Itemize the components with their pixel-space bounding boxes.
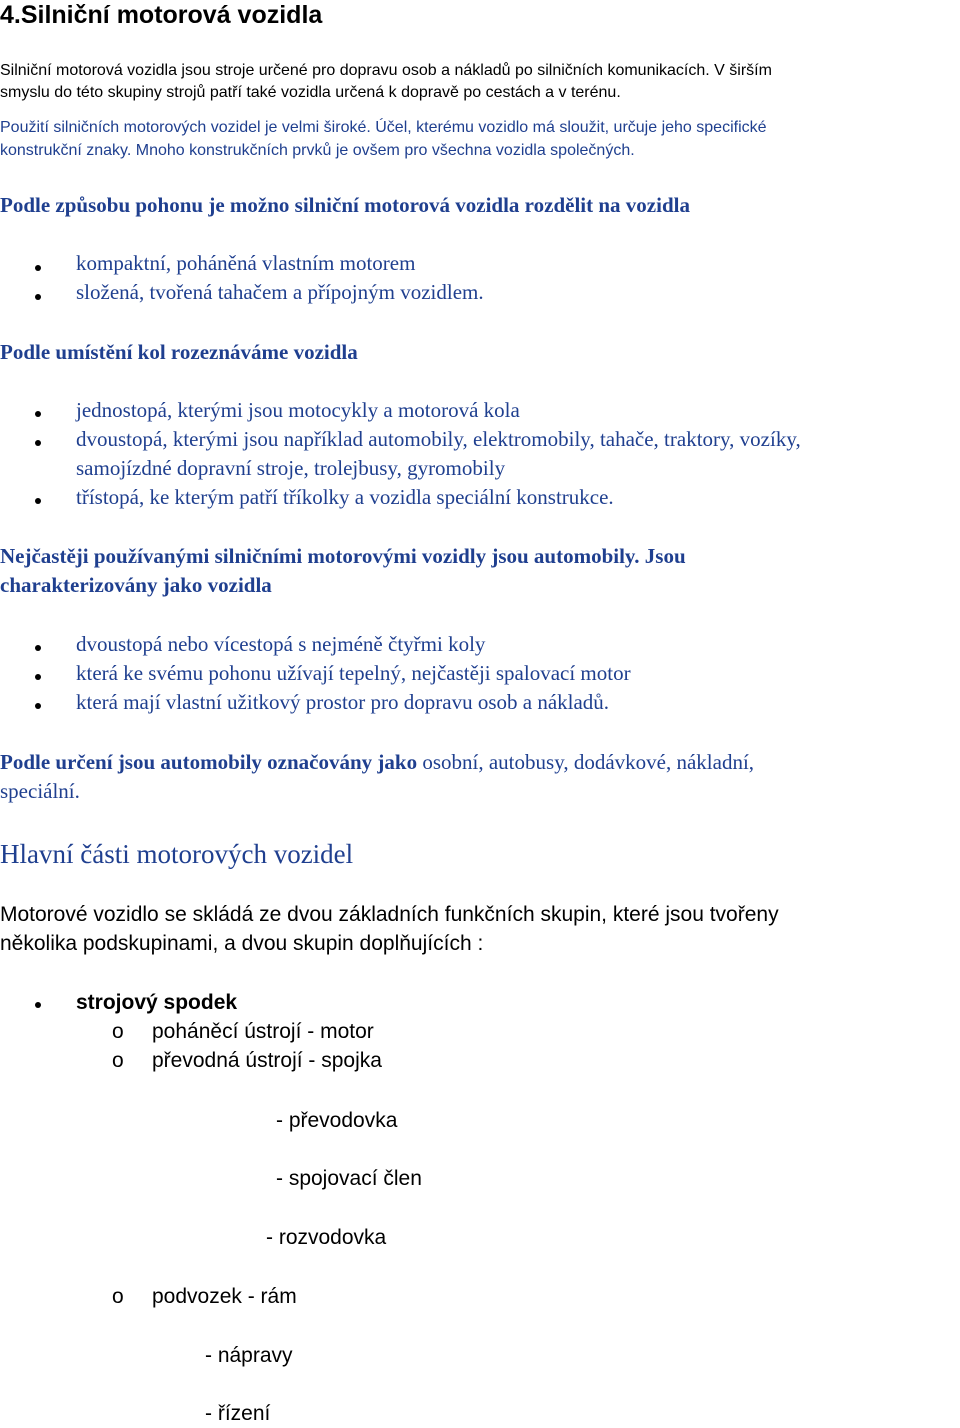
cars-item-1: dvoustopá nebo vícestopá s nejméně čtyřmi koly <box>76 632 486 656</box>
bullet-icon <box>35 411 41 417</box>
main-parts-line-1: Motorové vozidlo se skládá ze dvou základních funkčních skupin, které jsou tvořeny <box>0 903 779 926</box>
group-strojovy-spodek: strojový spodek <box>76 991 238 1014</box>
bullet-icon <box>35 674 41 680</box>
sub-item-spojka: převodná ústrojí - spojka <box>152 1049 382 1072</box>
purpose-line-1 <box>0 748 754 777</box>
bullet-icon <box>35 265 41 271</box>
wheels-item-3: třístopá, ke kterým patří tříkolky a vozidla speciální konstrukce. <box>76 485 614 509</box>
cars-heading-line-1: Nejčastěji používanými silničními motorovými vozidly jsou automobily. Jsou <box>0 544 686 568</box>
drive-item-2: složená, tvořená tahačem a přípojným vozidlem. <box>76 280 484 304</box>
intro-line-1: Silniční motorová vozidla jsou stroje určené pro dopravu osob a nákladů po silničních komunikacích. V širším <box>0 62 772 79</box>
wheels-heading: Podle umístění kol rozeznáváme vozidla <box>0 340 358 364</box>
intro-line-2: smyslu do této skupiny strojů patří také vozidla určená k dopravě po cestách a v terénu. <box>0 84 621 101</box>
drive-item-1: kompaktní, poháněná vlastním motorem <box>76 251 416 275</box>
main-parts-line-2: několika podskupinami, a dvou skupin doplňujících : <box>0 932 484 955</box>
circle-bullet-icon: o <box>112 1049 124 1072</box>
sub-item-podvozek: podvozek - rám <box>152 1285 297 1308</box>
sub-part-spojovaci-clen: - spojovací člen <box>276 1167 422 1190</box>
bullet-icon <box>35 498 41 504</box>
wheels-item-2: dvoustopá, kterými jsou například automobily, elektromobily, tahače, traktory, vozíky, <box>76 427 801 451</box>
page-title: 4.Silniční motorová vozidla <box>0 1 323 29</box>
cars-item-3: která mají vlastní užitkový prostor pro dopravu osob a nákladů. <box>76 690 610 714</box>
bullet-icon <box>35 1002 41 1008</box>
cars-item-2: která ke svému pohonu užívají tepelný, nejčastěji spalovací motor <box>76 661 631 685</box>
cars-heading-line-2: charakterizovány jako vozidla <box>0 573 272 597</box>
bullet-icon <box>35 645 41 651</box>
sub-part-prevodovka: - převodovka <box>276 1109 398 1132</box>
purpose-bold: Podle určení jsou automobily označovány jako <box>0 750 418 774</box>
circle-bullet-icon: o <box>112 1285 124 1308</box>
bullet-icon <box>35 440 41 446</box>
circle-bullet-icon: o <box>112 1020 124 1043</box>
sub-part-rizeni: - řízení <box>205 1402 271 1425</box>
bullet-icon <box>35 294 41 300</box>
sub-item-motor: poháněcí ústrojí - motor <box>152 1020 374 1043</box>
main-parts-heading: Hlavní části motorových vozidel <box>0 839 354 869</box>
sub-part-napravy: - nápravy <box>205 1344 293 1367</box>
usage-line-1: Použití silničních motorových vozidel je velmi široké. Účel, kterému vozidlo má sloužit, určuje jeho specifické <box>0 119 767 136</box>
purpose-normal: osobní, autobusy, dodávkové, nákladní, <box>417 750 755 774</box>
drive-heading: Podle způsobu pohonu je možno silniční motorová vozidla rozdělit na vozidla <box>0 193 690 217</box>
wheels-item-2-cont: samojízdné dopravní stroje, trolejbusy, gyromobily <box>76 456 506 480</box>
usage-line-2: konstrukční znaky. Mnoho konstrukčních prvků je ovšem pro všechna vozidla společných. <box>0 142 635 159</box>
bullet-icon <box>35 703 41 709</box>
sub-part-rozvodovka: - rozvodovka <box>266 1226 387 1249</box>
purpose-line-2: speciální. <box>0 779 80 803</box>
wheels-item-1: jednostopá, kterými jsou motocykly a motorová kola <box>76 398 520 422</box>
